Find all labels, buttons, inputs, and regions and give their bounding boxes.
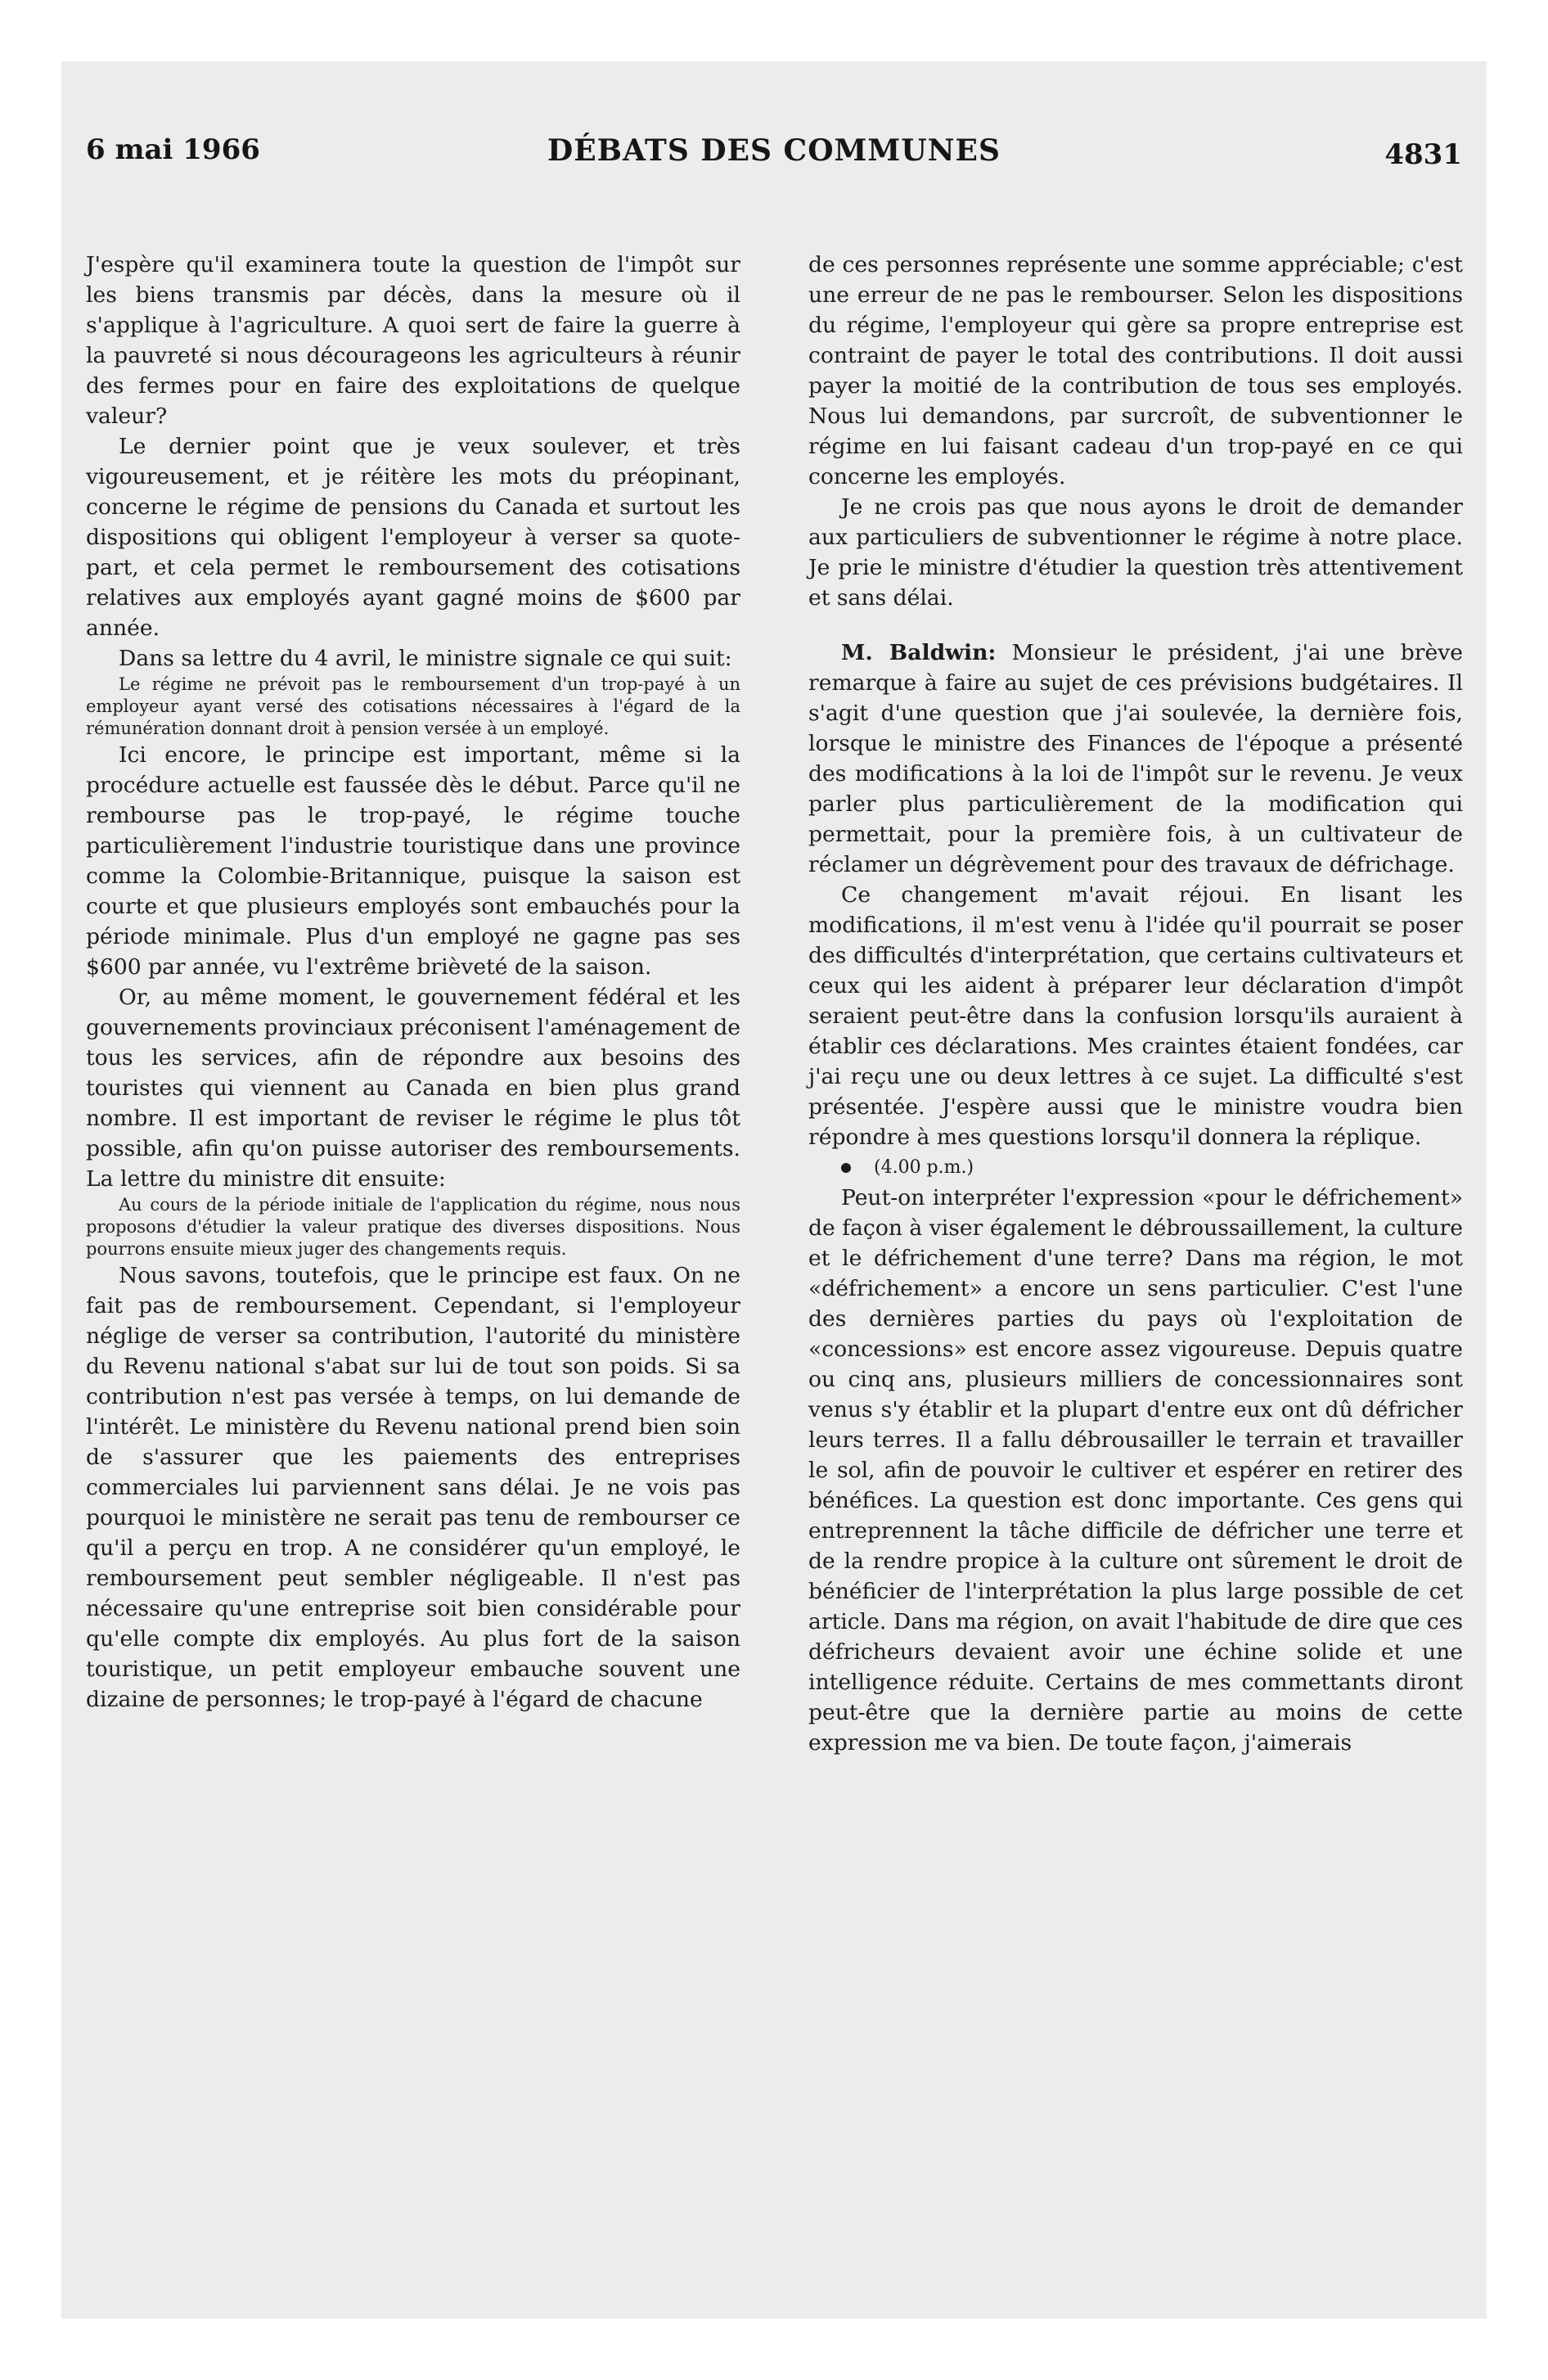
paragraph: Or, au même moment, le gouvernement fédéral et les gouvernements provinciaux préconisent l'aménagement de tous les services, afin de répondre aux besoins des touristes qui viennent au Canada en bien plus grand nombre. Il est important de reviser le régime le plus tôt possible, afin qu'on puisse autoriser des remboursements. La lettre du ministre dit ensuite: [86,985,740,1192]
speaker-name: M. Baldwin: [841,640,997,665]
paragraph: de ces personnes représente une somme appréciable; c'est une erreur de ne pas le rembourser. Selon les dispositions du régime, l'employeur qui gère sa propre entreprise est contraint de payer le total des contributions. Il doit aussi payer la moitié de la contribution de tous ses employés. Nous lui demandons, par surcroît, de subventionner le régime en lui faisant cadeau d'un trop-payé en ce qui concerne les employés. [808,252,1463,489]
right-column [808,250,1463,1758]
paragraph: Dans sa lettre du 4 avril, le ministre signale ce qui suit: [119,646,732,671]
header-page-number: 4831 [1384,138,1462,171]
paragraph: Nous savons, toutefois, que le principe est faux. On ne fait pas de remboursement. Cependant, si l'employeur néglige de verser sa contribution, l'autorité du ministère du Revenu national s'abat sur lui de tout son poids. Si sa contribution n'est pas versée à temps, on lui demande de l'intérêt. Le ministère du Revenu national prend bien soin de s'assurer que les paiements des entreprises commerciales lui parviennent sans délai. Je ne vois pas pourquoi le ministère ne serait pas tenu de rembourser ce qu'il a perçu en trop. A ne considérer qu'un employé, le remboursement peut sembler négligeable. Il n'est pas nécessaire qu'une entreprise soit bien considérable pour qu'elle compte dix employés. Au plus fort de la saison touristique, un petit employeur embauche souvent une dizaine de personnes; le trop-payé à l'égard de chacune [86,1263,740,1712]
speech-text: Monsieur le président, j'ai une brève remarque à faire au sujet de ces prévisions budgétaires. Il s'agit d'une question que j'ai soulevée, la dernière fois, lorsque le ministre des Finances de l'époque a présenté des modifications à la loi de l'impôt sur le revenu. Je veux parler plus particulièrement de la modification qui permettait, pour la première fois, à un cultivateur de réclamer un dégrèvement pour des travaux de défrichage. [808,640,1463,877]
paragraph: Ce changement m'avait réjoui. En lisant les modifications, il m'est venu à l'idée qu'il pourrait se poser des difficultés d'interprétation, que certains cultivateurs et ceux qui les aident à préparer leur déclaration d'impôt seraient peut-être dans la confusion lorsqu'ils auraient à établir ces déclarations. Mes craintes étaient fondées, car j'ai reçu une ou deux lettres à ce sujet. La difficulté s'est présentée. J'espère aussi que le ministre voudra bien répondre à mes questions lorsqu'il donnera la réplique. [808,882,1463,1150]
paragraph: Ici encore, le principe est important, même si la procédure actuelle est faussée dès le début. Parce qu'il ne rembourse pas le trop-payé, le régime touche particulièrement l'industrie touristique dans une province comme la Colombie-Britannique, puisque la saison est courte et que plusieurs employés sont embauchés pour la période minimale. Plus d'un employé ne gagne pas ses $600 par année, vu l'extrême brièveté de la saison. [86,742,740,980]
header-date: 6 mai 1966 [86,133,260,166]
page-header [86,133,1462,174]
speech-paragraph [808,638,1463,880]
paragraph: J'espère qu'il examinera toute la question de l'impôt sur les biens transmis par décès, dans la mesure où il s'applique à l'agriculture. A quoi sert de faire la guerre à la pauvreté si nous décourageons les agriculteurs à réunir des fermes pour en faire des exploitations de quelque valeur? [86,252,740,429]
time-text: (4.00 p.m.) [874,1157,974,1178]
block-quote: Le régime ne prévoit pas le remboursement d'un trop-payé à un employeur ayant versé des cotisations nécessaires à l'égard de la rémunération donnant droit à pension versée à un employé. [86,674,740,738]
left-column [86,250,740,1715]
spacer [808,613,1463,638]
header-title: DÉBATS DES COMMUNES [547,133,1001,168]
bullet-icon [841,1163,851,1173]
paragraph: Peut-on interpréter l'expression «pour le défrichement» de façon à viser également le débroussaillement, la culture et le défrichement d'une terre? Dans ma région, le mot «défrichement» a encore un sens particulier. C'est l'une des dernières parties du pays où l'exploitation de «concessions» est encore assez vigoureuse. Depuis quatre ou cinq ans, plusieurs milliers de concessionnaires sont venus s'y établir et la plupart d'entre eux ont dû défricher leurs terres. Il a fallu débrousailler le terrain et travailler le sol, afin de pouvoir le cultiver et espérer en retirer des bénéfices. La question est donc importante. Ces gens qui entreprennent la tâche difficile de défricher une terre et de la rendre propice à la culture ont sûrement le droit de bénéficier de l'interprétation la plus large possible de cet article. Dans ma région, on avait l'habitude de dire que ces défricheurs devaient avoir une échine solide et une intelligence réduite. Certains de mes commettants diront peut-être que la dernière partie au moins de cette expression me va bien. De toute façon, j'aimerais [808,1185,1463,1756]
paragraph: Je ne crois pas que nous ayons le droit de demander aux particuliers de subventionner le régime à notre place. Je prie le ministre d'étudier la question très attentivement et sans délai. [808,494,1463,611]
block-quote: Au cours de la période initiale de l'application du régime, nous nous proposons d'étudier la valeur pratique des diverses dispositions. Nous pourrons ensuite mieux juger des changements requis. [86,1195,740,1259]
paragraph: Le dernier point que je veux soulever, et très vigoureusement, et je réitère les mots du préopinant, concerne le régime de pensions du Canada et surtout les dispositions qui obligent l'employeur à verser sa quote-part, et cela permet le remboursement des cotisations relatives aux employés ayant gagné moins de $600 par année. [86,434,740,641]
time-marker [808,1152,1463,1183]
page-sheet [61,61,1487,2319]
